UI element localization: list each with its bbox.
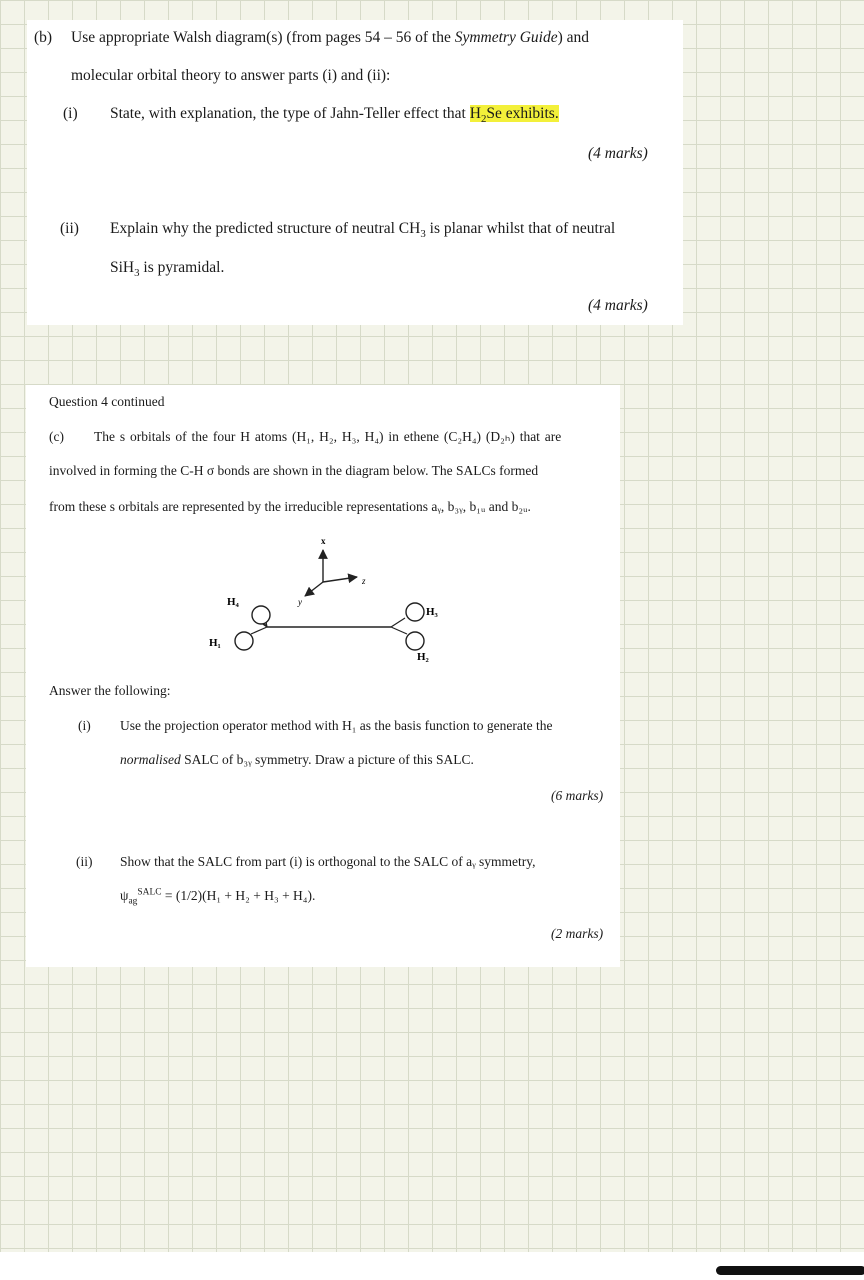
y-axis-label: y [298,597,302,607]
part-c-line2: involved in forming the C-H σ bonds are shown in the diagram below. The SALCs formed [49,463,539,478]
h3-label: H₃ [426,606,438,618]
part-b-ii-number: (ii) [60,220,79,237]
part-b-i-marks: (4 marks) [588,145,648,162]
part-c-i-line2: normalised SALC of b₃ᵧ symmetry. Draw a picture of this SALC. [120,752,474,767]
h1-label: H₁ [209,637,221,649]
x-axis-label: x [321,536,326,546]
z-axis-arrow [323,577,357,582]
part-c-ii-formula: $\psi_{ag}^{SALC} = (1/2)(H_1 + H_2 + H_3 + H_4)$. [120,887,316,907]
part-c-line3: from these s orbitals are represented by the irreducible representations aᵧ, b₃ᵧ, b₁ᵤ and b₂ᵤ. [49,499,531,514]
question-b-card [27,20,683,325]
h4-s-orbital [252,606,270,624]
part-c-i-line1: Use the projection operator method with H₁ as the basis function to generate the [120,718,553,733]
z-axis-label: z [362,576,366,586]
part-b-ii-line2: SiH$_3$ is pyramidal. [110,259,225,280]
highlighted-h2se: $H_2Se$ exhibits. [469,105,559,126]
y-axis-arrow [305,582,323,596]
part-b-intro-line2: molecular orbital theory to answer parts (i) and (ii): [71,67,391,84]
part-b-ii-marks: (4 marks) [588,297,648,314]
h4-label: H₄ [227,596,239,608]
part-c-label: (c) [49,429,64,444]
h1-s-orbital [235,632,253,650]
answer-heading: Answer the following: [49,683,171,698]
part-b-i-number: (i) [63,105,78,122]
symmetry-guide-title: Symmetry Guide [454,29,558,46]
part-b-label: (b) [34,29,53,46]
part-c-ii-number: (ii) [76,854,93,869]
c2-h3-line [391,618,405,627]
part-c-i-number: (i) [78,718,91,733]
h3-s-orbital [406,603,424,621]
c2-h2-line [391,627,407,634]
home-indicator[interactable] [716,1266,864,1275]
h2-label: H₂ [417,651,429,663]
part-c-ii-line1: Show that the SALC from part (i) is orthogonal to the SALC of aᵧ symmetry, [120,854,536,869]
part-b-intro-line1: Use appropriate Walsh diagram(s) (from pages 54 – 56 of the Symmetry Guide) and [71,29,589,46]
c1-h1-line [251,627,267,634]
h2-s-orbital [406,632,424,650]
part-c-i-marks: (6 marks) [551,788,604,803]
part-c-line1: The s orbitals of the four H atoms (H₁, H₂, H₃, H₄) in ethene (C₂H₄) (D₂ₕ) that are [94,429,562,444]
part-c-ii-marks: (2 marks) [551,926,604,941]
part-b-ii-line1: Explain why the predicted structure of neutral $CH_3$ is planar whilst that of neutral [110,220,616,241]
question-4-heading: Question 4 continued [49,394,165,409]
part-b-i-text: State, with explanation, the type of Jahn-Teller effect that $H_2Se$ exhibits. [110,105,559,126]
ethene-orbital-diagram [195,530,495,670]
